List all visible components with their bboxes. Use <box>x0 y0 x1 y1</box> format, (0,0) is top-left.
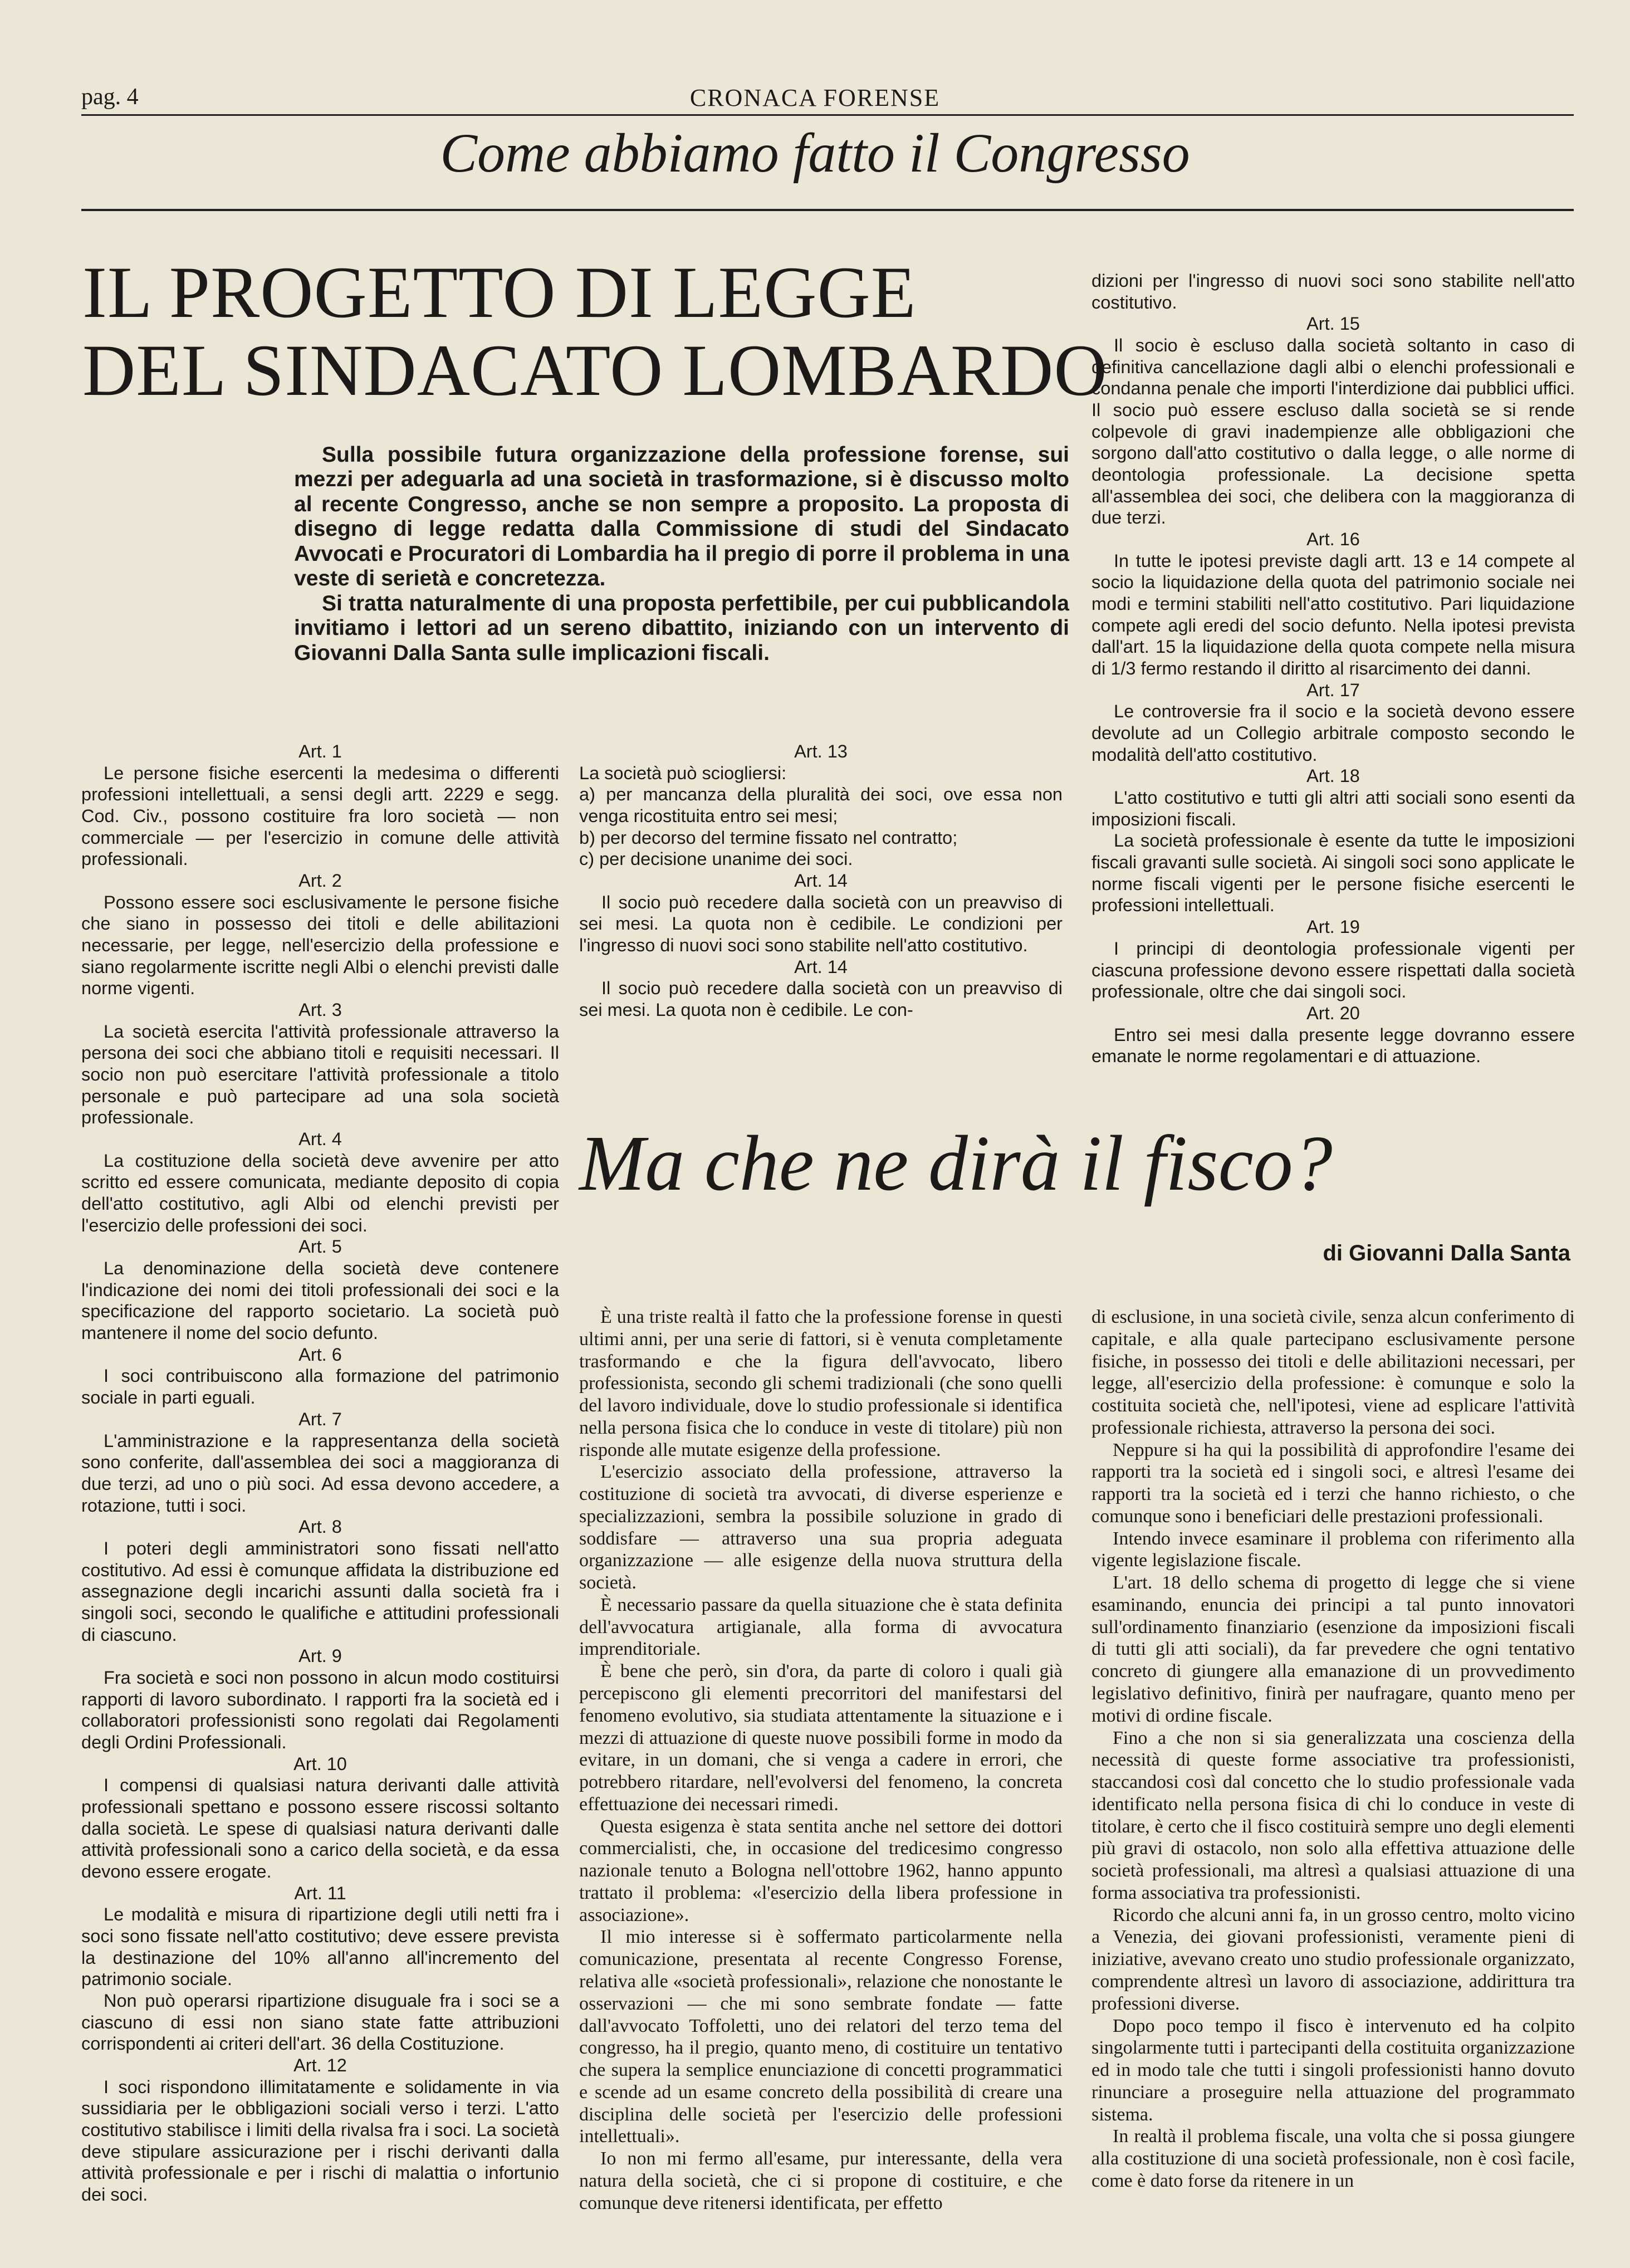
law-paragraph: Entro sei mesi dalla presente legge dovranno essere emanate le norme regolamentari e di attuazione. <box>1091 1024 1575 1067</box>
intro-paragraph-2: Si tratta naturalmente di una proposta perfettibile, per cui pubblicandola invitiamo i lettori ad un sereno dibattito, iniziando con un intervento di Giovanni Dalla Santa sulle implicazioni fiscali. <box>294 591 1069 665</box>
article-number: Art. 20 <box>1306 1003 1360 1023</box>
headline-line-2: DEL SINDACATO LOMBARDO <box>82 329 1108 411</box>
law-paragraph: La società esercita l'attività professionale attraverso la persona dei soci che abbiano titoli e requisiti necessari. Il socio non può esercitare l'attività professionale a titolo personale e può partecipare ad una sola società professionale. <box>81 1021 559 1128</box>
law-paragraph: I principi di deontologia professionale vigenti per ciascuna professione devono essere rispettati dalla società professionale, oltre che dai singoli soci. <box>1091 938 1575 1002</box>
page-number: pag. 4 <box>81 84 139 110</box>
article-paragraph: di esclusione, in una società civile, senza alcun conferimento di capitale, e alla quale partecipano esclusivamente persone fisiche, in possesso dei titoli e delle abilitazioni necessari, per legge, all'esercizio della professione: è comunque e solo la costituita società che, nell'ipotesi, viene ad esplicare l'attività professionale richiesta, attraverso la persona dei soci. <box>1091 1307 1575 1438</box>
article-paragraph: L'esercizio associato della professione, attraverso la costituzione di società tra avvocati, di diverse esperienze e specializzazioni, sembra la possibile soluzione in grado di soddisfare — attraverso una sua propria adeguata organizzazione — alle esigenze della nuova struttura della società. <box>579 1462 1063 1594</box>
article-number: Art. 3 <box>298 1000 342 1020</box>
headline-line-1: IL PROGETTO DI LEGGE <box>82 251 917 333</box>
law-paragraph: La società può sciogliersi: <box>579 762 787 783</box>
article-number: Art. 4 <box>298 1129 342 1150</box>
article-paragraph: Questa esigenza è stata sentita anche nel settore dei dottori commercialisti, che, in occasione del tredicesimo congresso nazionale tenuto a Bologna nell'ottobre 1962, hanno appunto trattato il problema: «l'esercizio della libera professione in associazione». <box>579 1816 1063 1925</box>
article-paragraph: Il mio interesse si è soffermato particolarmente nella comunicazione, presentata al recente Congresso Forense, relativa alle «società professionali», relazione che nonostante le osservazioni — che mi sono sembrate fondate — fatte dall'avvocato Toffoletti, uno dei relatori del terzo tema del congresso, ha il pregio, quanto meno, di costituire un tentativo che supera la semplice enunciazione di concetti programmatici e scende ad un esame concreto della possibilità di creare una disciplina delle società per l'esercizio delle professioni intellettuali». <box>579 1927 1063 2147</box>
fisco-column-2 <box>1091 1306 1575 2192</box>
law-paragraph: Le persone fisiche esercenti la medesima o differenti professioni intellettuali, a sensi degli artt. 2229 e segg. Cod. Civ., possono costituire fra loro società — non commerciale — per l'esercizio in comune delle attività professionali. <box>81 762 559 869</box>
article-number: Art. 19 <box>1306 917 1360 937</box>
law-paragraph: La costituzione della società deve avvenire per atto scritto ed essere comunicata, mediante deposito di copia dell'atto costitutivo, agli Albi od elenchi previsti per l'esercizio delle professioni dei soci. <box>81 1150 559 1235</box>
law-paragraph: I poteri degli amministratori sono fissati nell'atto costitutivo. Ad essi è comunque affidata la distribuzione ed assegnazione degli incarichi assunti dalla società fra i singoli soci, secondo le qualifiche e attitudini professionali di ciascuno. <box>81 1538 559 1645</box>
article-intro <box>294 443 1069 666</box>
article-number: Art. 1 <box>298 741 342 761</box>
law-paragraph: I soci contribuiscono alla formazione del patrimonio sociale in parti eguali. <box>81 1366 559 1408</box>
header-rule <box>81 114 1574 116</box>
article-number: Art. 15 <box>1306 314 1360 334</box>
article-number: Art. 6 <box>298 1344 342 1365</box>
article-paragraph: È necessario passare da quella situazione che è stata definita dell'avvocatura artigianale, alla forma di avvocatura imprenditoriale. <box>579 1594 1063 1660</box>
law-paragraph: Le controversie fra il socio e la società devono essere devolute ad un Collegio arbitrale composto secondo le modalità dell'atto costitutivo. <box>1091 701 1575 765</box>
article-paragraph: Neppure si ha qui la possibilità di approfondire l'esame dei rapporti tra la società ed i singoli soci, e altresì l'esame dei rapporti tra la società ed i terzi che hanno richiesto, o che comunque sono i beneficiari delle prestazioni professionali. <box>1091 1439 1575 1527</box>
article-number: Art. 2 <box>298 871 342 891</box>
article-number: Art. 9 <box>298 1646 342 1666</box>
law-paragraph: b) per decorso del termine fissato nel contratto; <box>579 827 958 848</box>
law-paragraph: L'atto costitutivo e tutti gli altri atti sociali sono esenti da imposizioni fiscali. <box>1091 788 1575 829</box>
law-paragraph: Il socio può recedere dalla società con un preavviso di sei mesi. La quota non è cedibile. Le con- <box>579 978 1063 1020</box>
article-paragraph: Intendo invece esaminare il problema con riferimento alla vigente legislazione fiscale. <box>1091 1528 1575 1571</box>
law-paragraph: c) per decisione unanime dei soci. <box>579 849 853 869</box>
law-column-1 <box>81 741 559 2206</box>
law-paragraph: L'amministrazione e la rappresentanza della società sono conferite, dall'assemblea dei soci a maggioranza di due terzi, ad uno o più soci. Ad essa devono accedere, a rotazione, tutti i soci. <box>81 1430 559 1516</box>
fisco-article-title: Ma che ne dirà il fisco? <box>579 1119 1333 1207</box>
article-number: Art. 8 <box>298 1517 342 1537</box>
masthead: CRONACA FORENSE <box>689 84 941 111</box>
article-headline <box>82 251 1108 411</box>
article-number: Art. 14 <box>794 871 848 891</box>
section-rule <box>81 209 1574 211</box>
law-paragraph: dizioni per l'ingresso di nuovi soci sono stabilite nell'atto costitutivo. <box>1091 271 1575 312</box>
law-paragraph: La società professionale è esente da tutte le imposizioni fiscali gravanti sulle società. Ai singoli soci sono applicate le norme fiscali vigenti per le persone fisiche esercenti le professioni intellettuali. <box>1091 830 1575 916</box>
law-paragraph: La denominazione della società deve contenere l'indicazione dei nomi dei titoli professionali dei soci e la specificazione del rapporto societario. La società può mantenere il nome del socio defunto. <box>81 1258 559 1343</box>
section-title: Come abbiamo fatto il Congresso <box>440 122 1190 184</box>
law-paragraph: Il socio è escluso dalla società soltanto in caso di definitiva cancellazione dagli albi o elenchi professionali e condanna penale che importi l'interdizione dai pubblici uffici. Il socio può essere escluso dalla società se si rende colpevole di gravi inadempienze alle obbligazioni che sorgono dall'atto costitutivo o dalla legge, o alle norme di deontologia professionale. La decisione spetta all'assemblea dei soci, che delibera con la maggioranza di due terzi. <box>1091 335 1575 528</box>
article-paragraph: Ricordo che alcuni anni fa, in un grosso centro, molto vicino a Venezia, dei giovani professionisti, veramente pieni di iniziative, avevano creato uno studio professionale organizzato, comprendente altresì un lavoro di associazione, addirittura tra professioni diverse. <box>1091 1904 1575 2014</box>
article-paragraph: L'art. 18 dello schema di progetto di legge che si viene esaminando, enuncia dei principi a tal punto innovatori sull'ordinamento finanziario (esenzione da imposizioni fiscali di tutti gli atti sociali), da far prevedere che ogni tentativo concreto di giungere alla emanazione di un provvedimento legislativo definitivo, finirà per naufragare, quanto meno per motivi di ordine fiscale. <box>1091 1572 1575 1726</box>
article-number: Art. 13 <box>794 741 848 761</box>
article-paragraph: È bene che però, sin d'ora, da parte di coloro i quali già percepiscono gli elementi precorritori del manifestarsi del fenomeno evolutivo, sia studiata attentamente la situazione e i mezzi di attuazione di queste nuove possibili forme in modo da evitare, in un domani, che si venga a cadere in errori, che potrebbero ritardare, nell'evolversi del fenomeno, la concreta effettuazione dei necessari rimedi. <box>579 1661 1063 1815</box>
article-paragraph: Dopo poco tempo il fisco è intervenuto ed ha colpito singolarmente tutti i partecipanti della costituita organizzazione ed in modo tale che tutti i singoli professionisti hanno dovuto rinunciare a proseguire nella attuazione del programmato sistema. <box>1091 2015 1575 2125</box>
article-number: Art. 10 <box>293 1753 347 1774</box>
law-paragraph: I soci rispondono illimitatamente e solidamente in via sussidiaria per le obbligazioni sociali verso i terzi. L'atto costitutivo stabilisce i limiti della rivalsa fra i soci. La società deve stipulare assicurazione per i rischi derivanti dalla attività professionale e per i rischi di malattia o infortunio dei soci. <box>81 2076 559 2205</box>
law-paragraph: Le modalità e misura di ripartizione degli utili netti fra i soci sono fissate nell'atto costitutivo; deve essere prevista la destinazione del 10% all'anno all'incremento del patrimonio sociale. <box>81 1904 559 1990</box>
law-paragraph: Non può operarsi ripartizione disuguale fra i soci se a ciascuno di essi non siano state fatte attribuzioni corrispondenti ai criteri dell'art. 36 della Costituzione. <box>81 1990 559 2054</box>
law-paragraph: In tutte le ipotesi previste dagli artt. 13 e 14 compete al socio la liquidazione della quota del patrimonio sociale nei modi e termini stabiliti nell'atto costitutivo. Pari liquidazione compete agli eredi del socio defunto. Nella ipotesi prevista dall'art. 15 la liquidazione della quota compete nella misura di 1/3 fermo restando il diritto al risarcimento dei danni. <box>1091 550 1575 679</box>
article-number: Art. 7 <box>298 1409 342 1429</box>
article-paragraph: Io non mi fermo all'esame, pur interessante, della vera natura della società, che ci si propone di costituire, e che comunque deve ritenersi identificata, per effetto <box>579 2148 1063 2213</box>
law-paragraph: Possono essere soci esclusivamente le persone fisiche che siano in possesso dei titoli e delle abilitazioni necessarie, per legge, nell'esercizio della professione e siano regolarmente iscritte negli Albi o elenchi previsti dalle norme vigenti. <box>81 892 559 999</box>
article-number: Art. 18 <box>1306 766 1360 786</box>
article-number: Art. 12 <box>293 2055 347 2075</box>
article-number: Art. 11 <box>294 1883 346 1903</box>
fisco-column-1 <box>579 1306 1063 2214</box>
law-column-3 <box>1091 270 1575 1067</box>
article-paragraph: In realtà il problema fiscale, una volta che si possa giungere alla costituzione di una società professionale, non è così facile, come è dato forse da ritenere in un <box>1091 2126 1575 2191</box>
article-number: Art. 14 <box>794 956 848 977</box>
law-column-2 <box>579 741 1063 1021</box>
article-number: Art. 5 <box>298 1236 342 1257</box>
byline: di Giovanni Dalla Santa <box>1323 1241 1570 1265</box>
law-paragraph: a) per mancanza della pluralità dei soci, ove essa non venga ricostituita entro sei mesi; <box>579 784 1063 827</box>
article-number: Art. 16 <box>1306 529 1360 550</box>
article-paragraph: È una triste realtà il fatto che la professione forense in questi ultimi anni, per una serie di fattori, si è venuta completamente trasformando e che la figura dell'avvocato, libero professionista, secondo gli schemi tradizionali (che sono quelli del lavoro individuale, dove lo studio professionale si identifica nella persona fisica che lo conduce in veste di titolare) più non risponde alle mutate esigenze della professione. <box>579 1307 1063 1460</box>
article-number: Art. 17 <box>1306 680 1360 700</box>
law-paragraph: Il socio può recedere dalla società con un preavviso di sei mesi. La quota non è cedibile. Le condizioni per l'ingresso di nuovi soci sono stabilite nell'atto costitutivo. <box>579 892 1063 956</box>
law-paragraph: I compensi di qualsiasi natura derivanti dalle attività professionali spettano e possono essere riscossi soltanto dalla società. Le spese di qualsiasi natura derivanti dalle attività professionali sono a carico della società, e da essa devono essere erogate. <box>81 1775 559 1881</box>
law-paragraph: Fra società e soci non possono in alcun modo costituirsi rapporti di lavoro subordinato. I rapporti fra la società ed i collaboratori professionisti sono regolati dai Regolamenti degli Ordini Professionali. <box>81 1667 559 1752</box>
intro-paragraph-1: Sulla possibile futura organizzazione della professione forense, sui mezzi per adeguarla ad una società in trasformazione, si è discusso molto al recente Congresso, anche se non sempre a proposito. La proposta di disegno di legge redatta dalla Commissione di studi del Sindacato Avvocati e Procuratori di Lombardia ha il pregio di porre il problema in una veste di serietà e concretezza. <box>294 443 1069 591</box>
article-paragraph: Fino a che non si sia generalizzata una coscienza della necessità di queste forme associative tra professionisti, staccandosi così dal concetto che lo studio professionale vada identificato nella persona fisica di chi lo conduce in veste di titolare, è certo che il fisco costituirà sempre uno degli elementi più gravi di ostacolo, non solo alla effettiva attuazione delle società professionali, ma altresì a qualsiasi attuazione di una forma associativa tra professionisti. <box>1091 1727 1575 1903</box>
